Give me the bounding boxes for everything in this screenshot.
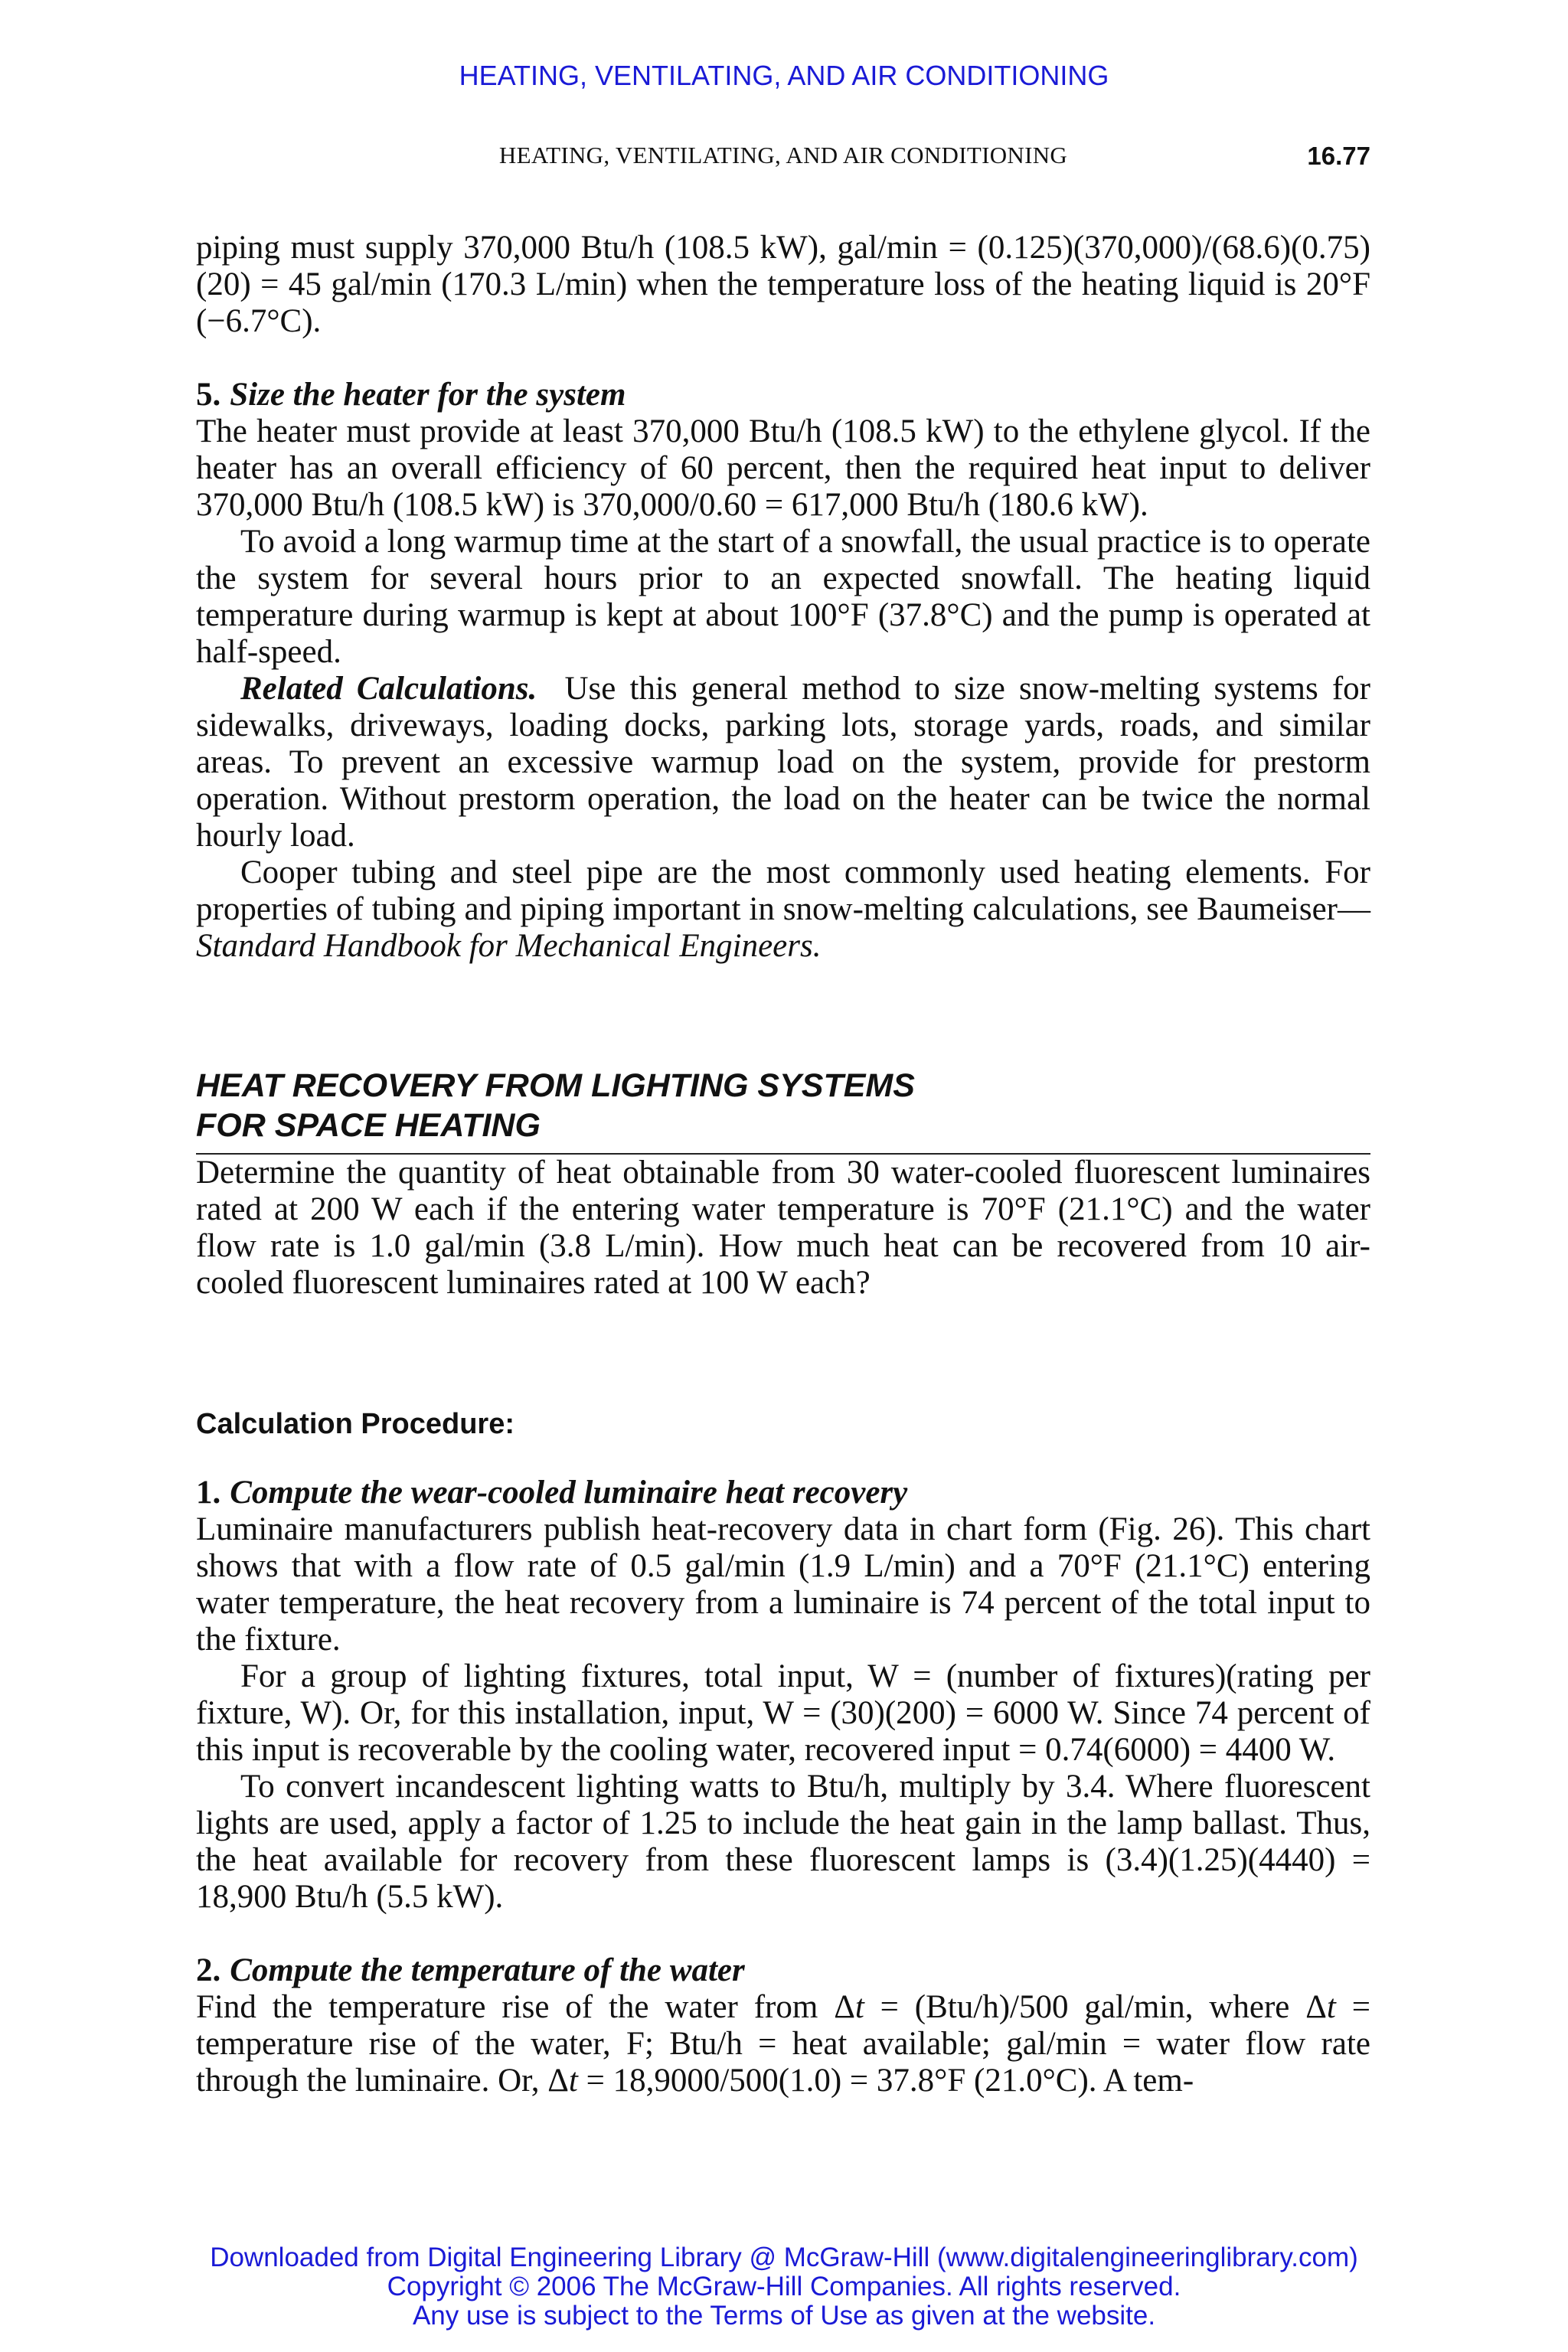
step-2-text-a: Find the temperature rise of the water from Δ (196, 1989, 855, 2025)
delta-t-variable: t (854, 1989, 864, 2025)
section-title (196, 1066, 1370, 1145)
running-head (196, 142, 1370, 177)
related-calculations-label: Related Calculations. (240, 671, 537, 707)
footer-download-link[interactable]: Downloaded from Digital Engineering Library @ McGraw-Hill (www.digitalengineeringlibrary.com) (210, 2243, 1358, 2272)
section-title-line-2: FOR SPACE HEATING (196, 1107, 541, 1144)
intro-paragraph: piping must supply 370,000 Btu/h (108.5 kW), gal/min = (0.125)(370,000)/(68.6)(0.75)(20) = 45 gal/min (170.3 L/min) when the temperature loss of the heating liquid is 20°F (−6.7°C). (196, 230, 1370, 339)
top-banner-title[interactable]: HEATING, VENTILATING, AND AIR CONDITIONING (459, 60, 1109, 91)
step-1-title: Compute the wear-cooled luminaire heat recovery (230, 1475, 908, 1511)
delta-t-variable: t (1326, 1989, 1336, 2025)
footer-copyright[interactable]: Copyright © 2006 The McGraw-Hill Companies. All rights reserved. (387, 2272, 1181, 2301)
problem-statement: Determine the quantity of heat obtainable from 30 water-cooled fluorescent luminaires rated at 200 W each if the entering water temperature is 70°F (21.1°C) and the water flow rate is 1.0 gal/min (3.8 L/min). How much heat can be recovered from 10 air-cooled fluorescent luminaires rated at 100 W each? (196, 1155, 1370, 1301)
running-head-title: HEATING, VENTILATING, AND AIR CONDITIONING (498, 142, 1068, 168)
step-2-paragraph-1 (196, 1989, 1370, 2099)
section-title-line-1: HEAT RECOVERY FROM LIGHTING SYSTEMS (196, 1067, 915, 1104)
step-1-number: 1. (196, 1475, 221, 1511)
step-2-title: Compute the temperature of the water (230, 1952, 745, 1988)
reference-title: Standard Handbook for Mechanical Engineers. (196, 928, 822, 964)
page-body (196, 230, 1370, 2099)
step-5-paragraph-1: The heater must provide at least 370,000 Btu/h (108.5 kW) to the ethylene glycol. If the heater has an overall efficiency of 60 percent, then the required heat input to deliver 370,000 Btu/h (108.5 kW) is 370,000/0.60 = 617,000 Btu/h (180.6 kW). (196, 413, 1370, 523)
step-5-paragraph-4 (196, 854, 1370, 965)
step-2-text-b: = (Btu/h)/500 gal/min, where Δ (864, 1989, 1327, 2025)
step-2-number: 2. (196, 1952, 221, 1988)
related-calculations-text: Use this general method to size snow-melting systems for sidewalks, driveways, loading docks, parking lots, storage yards, roads, and similar areas. To prevent an excessive warmup load on the system, provide for prestorm operation. Without prestorm operation, the load on the heater can be twice the normal hourly load. (196, 671, 1370, 854)
step-5-paragraph-2: To avoid a long warmup time at the start of a snowfall, the usual practice is to operate the system for several hours prior to an expected snowfall. The heating liquid temperature during warmup is kept at about 100°F (37.8°C) and the pump is operated at half-speed. (196, 524, 1370, 670)
step-2-text-c: = temperature rise of the water, F; Btu/h = heat available; gal/min = water flow rate through the luminaire. Or, Δ (196, 1989, 1370, 2099)
step-5-title: Size the heater for the system (230, 377, 626, 413)
reference-text: Cooper tubing and steel pipe are the most commonly used heating elements. For properties of tubing and piping important in snow-melting calculations, see Baumeiser— (196, 854, 1370, 927)
step-2-text-d: = 18,9000/500(1.0) = 37.8°F (21.0°C). A tem- (577, 2063, 1194, 2099)
step-5-heading (196, 377, 1370, 413)
page-number: 16.77 (1307, 142, 1370, 170)
step-5-number: 5. (196, 377, 221, 413)
step-2-heading (196, 1952, 1370, 1989)
step-1-paragraph-2: For a group of lighting fixtures, total input, W = (number of fixtures)(rating per fixture, W). Or, for this installation, input, W = (30)(200) = 6000 W. Since 74 percent of this input is recoverable by the cooling water, recovered input = 0.74(6000) = 4400 W. (196, 1658, 1370, 1768)
footer-terms-link[interactable]: Any use is subject to the Terms of Use as given at the website. (412, 2301, 1156, 2331)
footer (0, 2243, 1568, 2331)
delta-t-variable: t (568, 2063, 578, 2099)
step-1-paragraph-1: Luminaire manufacturers publish heat-recovery data in chart form (Fig. 26). This chart shows that with a flow rate of 0.5 gal/min (1.9 L/min) and a 70°F (21.1°C) entering water temperature, the heat recovery from a luminaire is 74 percent of the total input to the fixture. (196, 1511, 1370, 1658)
step-1-heading (196, 1475, 1370, 1511)
step-1-paragraph-3: To convert incandescent lighting watts to Btu/h, multiply by 3.4. Where fluorescent lights are used, apply a factor of 1.25 to include the heat gain in the lamp ballast. Thus, the heat available for recovery from these fluorescent lamps is (3.4)(1.25)(4440) = 18,900 Btu/h (5.5 kW). (196, 1769, 1370, 1915)
related-calculations-paragraph (196, 671, 1370, 854)
calculation-procedure-heading: Calculation Procedure: (196, 1408, 514, 1440)
